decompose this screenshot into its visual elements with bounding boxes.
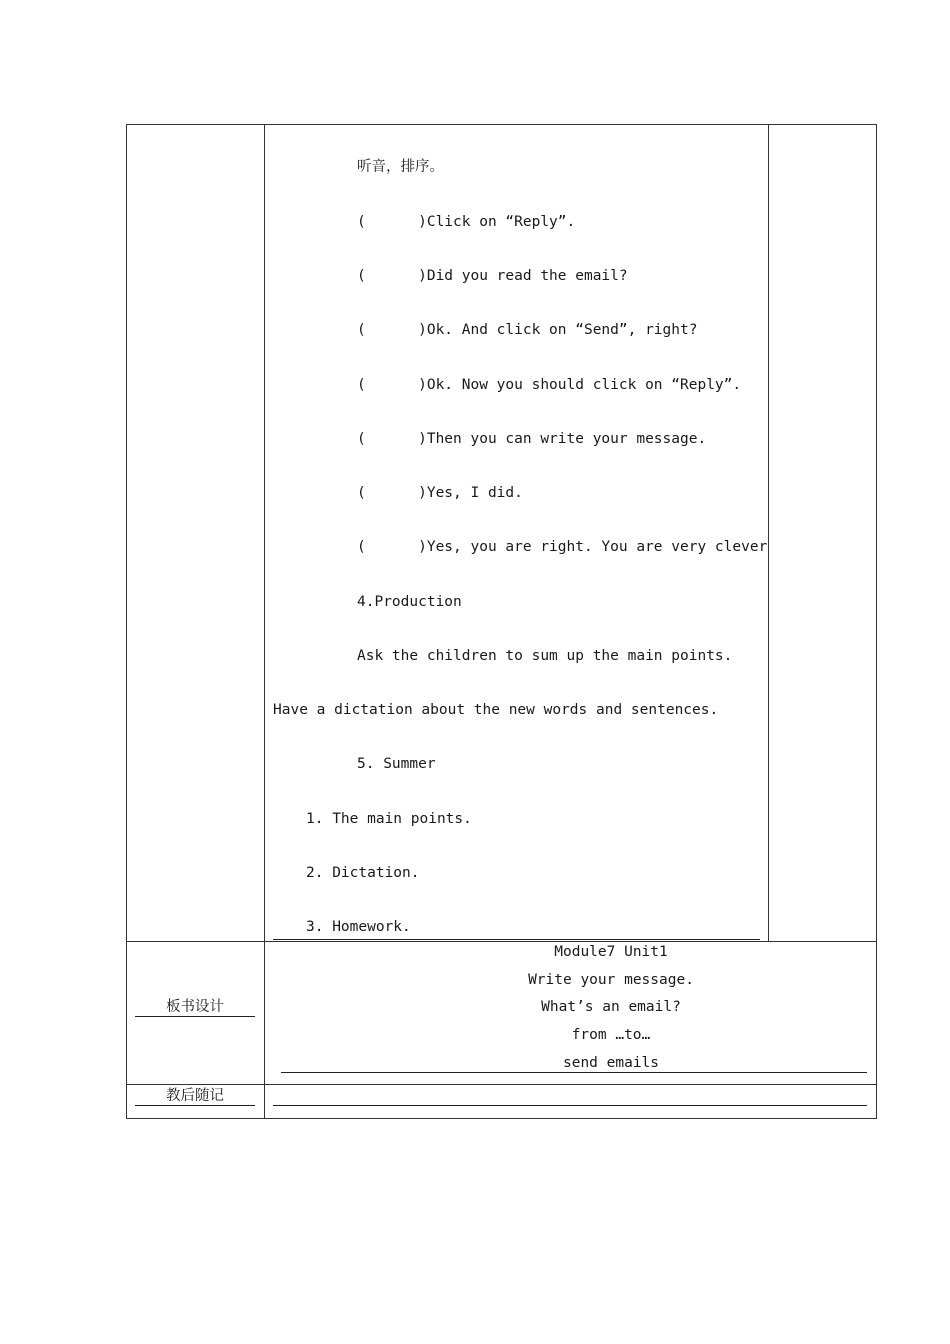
order-item-2: ( )Did you read the email? — [357, 268, 628, 284]
post-teaching-notes-label: 教后随记 — [166, 1088, 224, 1104]
notes-content-underline — [273, 1105, 867, 1106]
order-item-3: ( )Ok. And click on “Send”, right? — [357, 322, 698, 338]
table-bottom-border — [126, 1118, 877, 1119]
table-row-divider-1 — [126, 941, 877, 942]
summer-item-1: 1. The main points. — [306, 811, 472, 827]
table-right-border — [876, 124, 877, 1119]
order-item-7: ( )Yes, you are right. You are very clever — [357, 539, 768, 555]
summer-title: 5. Summer — [357, 756, 436, 772]
lesson-underline — [273, 939, 760, 940]
order-item-1: ( )Click on “Reply”. — [357, 214, 576, 230]
table-left-border — [126, 124, 127, 1119]
board-line-1: Module7 Unit1 — [554, 944, 668, 960]
listen-order-heading: 听音，排序。 — [357, 159, 444, 175]
summer-item-3: 3. Homework. — [306, 919, 411, 935]
table-row-divider-2 — [126, 1084, 877, 1085]
table-col-divider-1 — [264, 124, 265, 1119]
board-line-2: Write your message. — [528, 972, 694, 988]
table-col-divider-2 — [768, 124, 769, 941]
summer-item-2: 2. Dictation. — [306, 865, 420, 881]
board-line-5: send emails — [562, 1055, 660, 1071]
board-design-label: 板书设计 — [166, 999, 224, 1015]
board-line-3: What’s an email? — [541, 999, 681, 1015]
order-item-4: ( )Ok. Now you should click on “Reply”. — [357, 377, 742, 393]
board-label-underline — [135, 1016, 255, 1017]
production-line-2: Have a dictation about the new words and sentences. — [273, 702, 719, 718]
board-content-underline — [281, 1072, 867, 1073]
notes-label-underline — [135, 1105, 255, 1106]
order-item-6: ( )Yes, I did. — [357, 485, 523, 501]
table-top-border — [126, 124, 877, 125]
board-line-4: from …to… — [571, 1027, 651, 1043]
production-line-1: Ask the children to sum up the main points. — [357, 648, 733, 664]
order-item-5: ( )Then you can write your message. — [357, 431, 707, 447]
production-title: 4.Production — [357, 594, 462, 610]
